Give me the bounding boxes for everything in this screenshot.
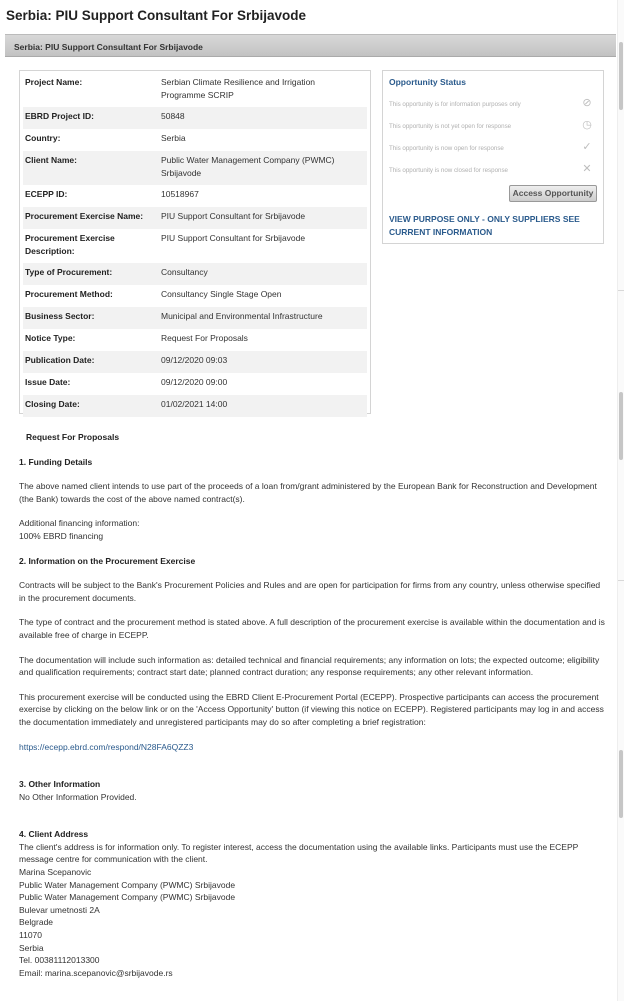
detail-label: Project Name: [25, 77, 83, 87]
detail-value: Serbian Climate Resilience and Irrigation Programme SCRIP [161, 77, 316, 100]
paragraph: 100% EBRD financing [19, 530, 104, 541]
detail-value: 01/02/2021 14:00 [161, 399, 228, 409]
detail-label: Business Sector: [25, 311, 95, 321]
detail-label: Notice Type: [25, 333, 76, 343]
detail-row [23, 285, 367, 307]
section-heading: 4. Client Address [19, 829, 89, 840]
detail-value: PIU Support Consultant for Srbijavode [161, 233, 306, 243]
address-line: Marina Scepanovic [19, 867, 92, 878]
detail-row [23, 185, 367, 207]
notice-body [19, 431, 607, 979]
detail-value: Request For Proposals [161, 333, 248, 343]
access-opportunity-button[interactable]: Access Opportunity [509, 185, 597, 202]
detail-value: Consultancy [161, 267, 208, 277]
paragraph: Contracts will be subject to the Bank's Procurement Policies and Rules and are open for participation for firms from any country, unless otherwise specified in the procurement documents. [19, 580, 601, 603]
detail-label: EBRD Project ID: [25, 111, 94, 121]
detail-value: 09/12/2020 09:00 [161, 377, 228, 387]
detail-row [23, 395, 367, 417]
detail-row [23, 129, 367, 151]
address-line: Public Water Management Company (PWMC) Srbijavode [19, 879, 236, 890]
notice-type-heading: Request For Proposals [26, 432, 120, 442]
paragraph: Additional financing information: [19, 518, 140, 529]
view-purpose-note: VIEW PURPOSE ONLY - ONLY SUPPLIERS SEE CURRENT INFORMATION [389, 214, 580, 237]
detail-value: Public Water Management Company (PWMC) Srbijavode [161, 155, 335, 178]
detail-label: Country: [25, 133, 61, 143]
status-text: This opportunity is not yet open for response [389, 123, 512, 130]
status-title: Opportunity Status [389, 77, 466, 87]
paragraph: The client's address is for information only. To register interest, access the documentation using the available links. Participants must use the ECEPP message centre for communication with the client. [19, 841, 579, 865]
detail-label: Procurement Method: [25, 289, 113, 299]
detail-row [23, 373, 367, 395]
detail-row [23, 207, 367, 229]
detail-row [23, 351, 367, 373]
opportunity-status-panel [382, 70, 604, 244]
address-line: Tel. 00381112013300 [19, 955, 100, 966]
paragraph: The above named client intends to use part of the proceeds of a loan from/grant administered by the European Bank for Reconstruction and Development (the Bank) towards the cost of the above named contract(s). [19, 481, 597, 504]
detail-row [23, 229, 367, 263]
scrollbar[interactable] [617, 0, 624, 1001]
address-line: 11070 [19, 930, 43, 941]
address-line: Email: marina.scepanovic@srbijavode.rs [19, 967, 173, 978]
paragraph: The documentation will include such information as: detailed technical and financial requirements; any information on lots; the expected outcome; eligibility and qualification requirements; contract start date; planned contract duration; any response requirements; any other relevant information. [19, 654, 600, 678]
detail-label: Client Name: [25, 155, 77, 165]
detail-row [23, 329, 367, 351]
address-line: Belgrade [19, 917, 54, 928]
close-icon: ✕ [582, 163, 592, 175]
project-details-table [19, 70, 371, 414]
status-row [389, 97, 597, 119]
detail-value: Serbia [161, 133, 186, 143]
address-line: Public Water Management Company (PWMC) Srbijavode [19, 892, 236, 903]
detail-value: 10518967 [161, 189, 199, 199]
check-icon: ✓ [582, 141, 592, 153]
detail-value: Consultancy Single Stage Open [161, 289, 282, 299]
detail-label: Procurement Exercise Description: [25, 233, 115, 256]
ban-icon: ⊘ [582, 97, 592, 109]
detail-row [23, 107, 367, 129]
detail-row [23, 73, 367, 107]
address-line: Serbia [19, 942, 44, 953]
detail-label: Procurement Exercise Name: [25, 211, 144, 221]
detail-value: 50848 [161, 111, 185, 121]
status-row [389, 163, 597, 185]
page-title: Serbia: PIU Support Consultant For Srbijavode [6, 8, 307, 23]
paragraph: The type of contract and the procurement method is stated above. A full description of the procurement exercise is available within the documentation and is available free of charge in ECEPP. [19, 617, 605, 640]
paragraph: No Other Information Provided. [19, 791, 137, 802]
banner-title: Serbia: PIU Support Consultant For Srbijavode [14, 42, 203, 52]
detail-label: Type of Procurement: [25, 267, 113, 277]
status-text: This opportunity is now closed for response [389, 167, 508, 174]
clock-icon: ◷ [582, 119, 592, 131]
status-row [389, 119, 597, 141]
section-heading: 3. Other Information [19, 779, 101, 790]
status-text: This opportunity is for information purposes only [389, 101, 521, 108]
detail-label: Issue Date: [25, 377, 71, 387]
detail-label: Closing Date: [25, 399, 80, 409]
paragraph: This procurement exercise will be conducted using the EBRD Client E-Procurement Portal (ECEPP). Prospective participants can access the procurement exercise by clicking on the below link or on the 'Access Opportunity' button (if viewing this notice on ECEPP). Registered participants may log in and access the documentation immediately and unregistered participants may do so after completing a brief registration: [19, 691, 604, 727]
detail-label: Publication Date: [25, 355, 95, 365]
section-heading: 1. Funding Details [19, 456, 93, 467]
detail-value: PIU Support Consultant for Srbijavode [161, 211, 306, 221]
section-heading: 2. Information on the Procurement Exercise [19, 555, 196, 566]
ecepp-link[interactable]: https://ecepp.ebrd.com/respond/N28FA6QZZ3 [19, 741, 194, 752]
address-line: Bulevar umetnosti 2A [19, 904, 100, 915]
detail-row [23, 151, 367, 185]
status-row [389, 141, 597, 163]
detail-value: 09/12/2020 09:03 [161, 355, 228, 365]
status-text: This opportunity is now open for response [389, 145, 504, 152]
detail-value: Municipal and Environmental Infrastructure [161, 311, 323, 321]
section-banner [5, 34, 616, 57]
detail-row [23, 307, 367, 329]
detail-row [23, 263, 367, 285]
detail-label: ECEPP ID: [25, 189, 68, 199]
